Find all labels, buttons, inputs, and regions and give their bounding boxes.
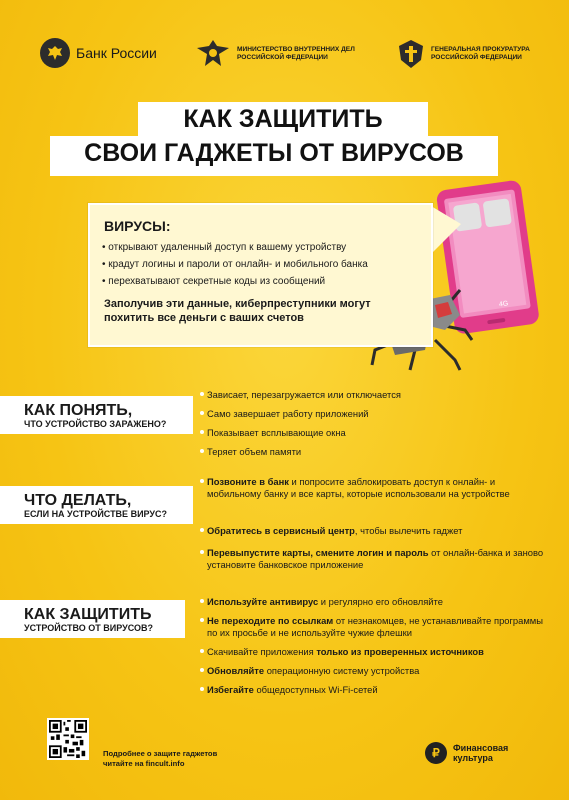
section-subtitle: ЕСЛИ НА УСТРОЙСТВЕ ВИРУС? — [24, 509, 168, 519]
brand-line-1: Финансовая — [453, 743, 509, 753]
section-title: КАК ПОНЯТЬ, — [24, 402, 133, 419]
bullet-icon — [200, 668, 204, 672]
qr-code-icon — [49, 720, 87, 758]
list-item: Используйте антивирус и регулярно его обновляйте — [207, 596, 547, 608]
bullet-icon — [200, 411, 204, 415]
bullet-icon — [200, 430, 204, 434]
bullet-icon — [200, 528, 204, 532]
prosecutor-emblem-icon — [397, 38, 425, 70]
bullet-icon — [200, 550, 204, 554]
list-item: Позвоните в банк и попросите заблокировать доступ к онлайн- и мобильному банку и все карты, которые использовали на устройстве — [207, 476, 547, 499]
list-item: Само завершает работу приложений — [207, 408, 547, 420]
bullet-icon — [200, 449, 204, 453]
bullet-icon — [200, 599, 204, 603]
bubble-conclusion: Заполучив эти данные, киберпреступники могут похитить все деньги с ваших счетов — [104, 298, 371, 324]
section-title: ЧТО ДЕЛАТЬ, — [24, 492, 132, 509]
bubble-tail — [431, 206, 461, 254]
bullet-icon — [200, 649, 204, 653]
list-item: Не переходите по ссылкам от незнакомцев, не устанавливайте программы по их просьбе и не используйте чужие флешки — [207, 615, 547, 638]
fincult-link[interactable]: fincult.info — [145, 759, 185, 768]
header-logos — [0, 38, 569, 74]
financial-culture-logo — [425, 742, 508, 764]
bubble-item: • перехватывают секретные коды из сообщений — [102, 276, 326, 287]
section-subtitle: ЧТО УСТРОЙСТВО ЗАРАЖЕНО? — [24, 419, 167, 429]
section-header-infected — [0, 396, 193, 434]
list-item: Скачивайте приложения только из проверенных источников — [207, 646, 547, 658]
ruble-icon: ₽ — [425, 742, 447, 764]
bullet-icon — [200, 687, 204, 691]
mvd-name: МИНИСТЕРСТВО ВНУТРЕННИХ ДЕЛ РОССИЙСКОЙ ФЕДЕРАЦИИ — [237, 46, 355, 61]
list-item: Теряет объем памяти — [207, 446, 547, 458]
list-item: Обратитесь в сервисный центр, чтобы вылечить гаджет — [207, 525, 547, 537]
footer-line-2: читайте на fincult.info — [103, 759, 185, 768]
mvd-logo — [195, 38, 357, 70]
bubble-item: • крадут логины и пароли от онлайн- и мобильного банка — [102, 259, 368, 270]
section-title: КАК ЗАЩИТИТЬ — [24, 606, 152, 623]
footer-text — [103, 749, 217, 769]
virus-info-bubble — [88, 203, 433, 347]
eagle-emblem-icon — [40, 38, 70, 68]
list-item: Показывает всплывающие окна — [207, 427, 547, 439]
prosecutor-name: ГЕНЕРАЛЬНАЯ ПРОКУРАТУРА РОССИЙСКОЙ ФЕДЕРАЦИИ — [431, 46, 530, 61]
list-item: Избегайте общедоступных Wi-Fi-сетей — [207, 684, 547, 696]
section-header-what-to-do — [0, 486, 193, 524]
bank-name: Банк России — [76, 45, 157, 61]
title-line-1: КАК ЗАЩИТИТЬ — [138, 102, 428, 138]
list-item: Обновляйте операционную систему устройства — [207, 665, 547, 677]
bullet-icon — [200, 479, 204, 483]
bubble-item: • открывают удаленный доступ к вашему устройству — [102, 242, 347, 253]
bullet-icon — [200, 392, 204, 396]
bubble-heading: ВИРУСЫ: — [104, 218, 171, 234]
bullet-icon — [200, 618, 204, 622]
qr-code[interactable] — [47, 718, 89, 760]
bank-of-russia-logo — [40, 38, 157, 68]
section-header-protect — [0, 600, 185, 638]
section-subtitle: УСТРОЙСТВО ОТ ВИРУСОВ? — [24, 623, 153, 633]
prosecutor-logo — [397, 38, 551, 70]
list-item: Перевыпустите карты, смените логин и пароль от онлайн-банка и заново установите банковское приложение — [207, 547, 547, 570]
mvd-emblem-icon — [195, 38, 231, 70]
title-line-2: СВОИ ГАДЖЕТЫ ОТ ВИРУСОВ — [50, 136, 498, 176]
list-item: Зависает, перезагружается или отключается — [207, 389, 547, 401]
brand-line-2: культура — [453, 753, 493, 763]
footer-line-1: Подробнее о защите гаджетов — [103, 749, 218, 758]
phone-status: 4G — [498, 300, 509, 309]
